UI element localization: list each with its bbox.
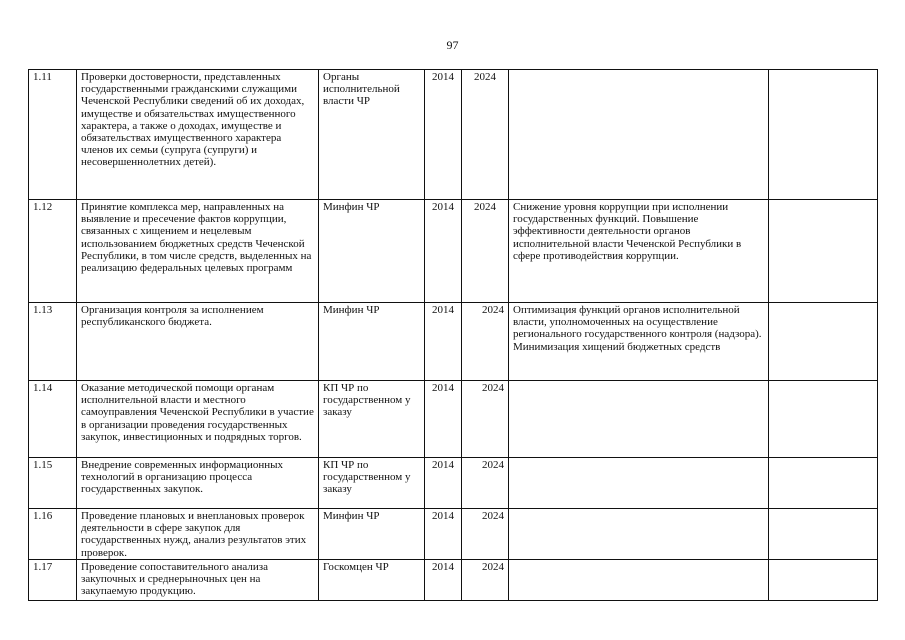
start-year: 2014 (425, 509, 462, 560)
start-year: 2014 (425, 200, 462, 303)
executor: КП ЧР по государственном у заказу (319, 381, 425, 458)
end-year: 2024 (462, 381, 509, 458)
row-number: 1.17 (29, 560, 77, 601)
expected-result: Снижение уровня коррупции при исполнении государственных функций. Повышение эффективности деятельности органов исполнительной власти Чеченской Республики в сфере противодействия коррупции. (509, 200, 769, 303)
note (769, 381, 878, 458)
end-year: 2024 (462, 70, 509, 200)
event-description: Проведение сопоставительного анализа закупочных и среднерыночных цен на закупаемую продукцию. (77, 560, 319, 601)
table-row (29, 560, 878, 601)
executor: Госкомцен ЧР (319, 560, 425, 601)
note (769, 458, 878, 509)
start-year: 2014 (425, 303, 462, 381)
start-year: 2014 (425, 70, 462, 200)
expected-result: Оптимизация функций органов исполнительной власти, уполномоченных на осуществление регионального государственного контроля (надзора). Минимизация хищений бюджетных средств (509, 303, 769, 381)
end-year: 2024 (462, 303, 509, 381)
row-number: 1.12 (29, 200, 77, 303)
event-description: Принятие комплекса мер, направленных на выявление и пресечение фактов коррупции, связанных с хищением и нецелевым использованием бюджетных средств Чеченской Республики, в том числе средств, выделенных на реализацию федеральных целевых программ (77, 200, 319, 303)
executor: КП ЧР по государственном у заказу (319, 458, 425, 509)
event-description: Проведение плановых и внеплановых проверок деятельности в сфере закупок для государственных нужд, анализ результатов этих проверок. (77, 509, 319, 560)
start-year: 2014 (425, 560, 462, 601)
start-year: 2014 (425, 381, 462, 458)
executor: Минфин ЧР (319, 303, 425, 381)
table-row (29, 381, 878, 458)
table-row (29, 200, 878, 303)
expected-result (509, 509, 769, 560)
measures-table (28, 69, 878, 601)
note (769, 303, 878, 381)
expected-result (509, 381, 769, 458)
note (769, 509, 878, 560)
event-description: Оказание методической помощи органам исполнительной власти и местного самоуправления Чеченской Республики в участие в организации проведения государственных закупок, инвестиционных и подрядных торгов. (77, 381, 319, 458)
table-row (29, 509, 878, 560)
expected-result (509, 458, 769, 509)
event-description: Внедрение современных информационных технологий в организацию процесса государственных закупок. (77, 458, 319, 509)
end-year: 2024 (462, 200, 509, 303)
executor: Органы исполнительной власти ЧР (319, 70, 425, 200)
page-number: 97 (446, 38, 459, 52)
expected-result (509, 70, 769, 200)
row-number: 1.15 (29, 458, 77, 509)
note (769, 70, 878, 200)
table-row (29, 70, 878, 200)
executor: Минфин ЧР (319, 509, 425, 560)
row-number: 1.14 (29, 381, 77, 458)
note (769, 200, 878, 303)
end-year: 2024 (462, 458, 509, 509)
row-number: 1.16 (29, 509, 77, 560)
event-description: Организация контроля за исполнением республиканского бюджета. (77, 303, 319, 381)
row-number: 1.13 (29, 303, 77, 381)
table-row (29, 303, 878, 381)
expected-result (509, 560, 769, 601)
note (769, 560, 878, 601)
event-description: Проверки достоверности, представленных государственными гражданскими служащими Чеченской Республики сведений об их доходах, имуществе и обязательствах имущественного характера, а также о доходах, имуществе и обязательствах имущественного характера членов их семьи (супруга (супруги) и несовершеннолетних детей). (77, 70, 319, 200)
table-row (29, 458, 878, 509)
start-year: 2014 (425, 458, 462, 509)
end-year: 2024 (462, 509, 509, 560)
end-year: 2024 (462, 560, 509, 601)
row-number: 1.11 (29, 70, 77, 200)
executor: Минфин ЧР (319, 200, 425, 303)
